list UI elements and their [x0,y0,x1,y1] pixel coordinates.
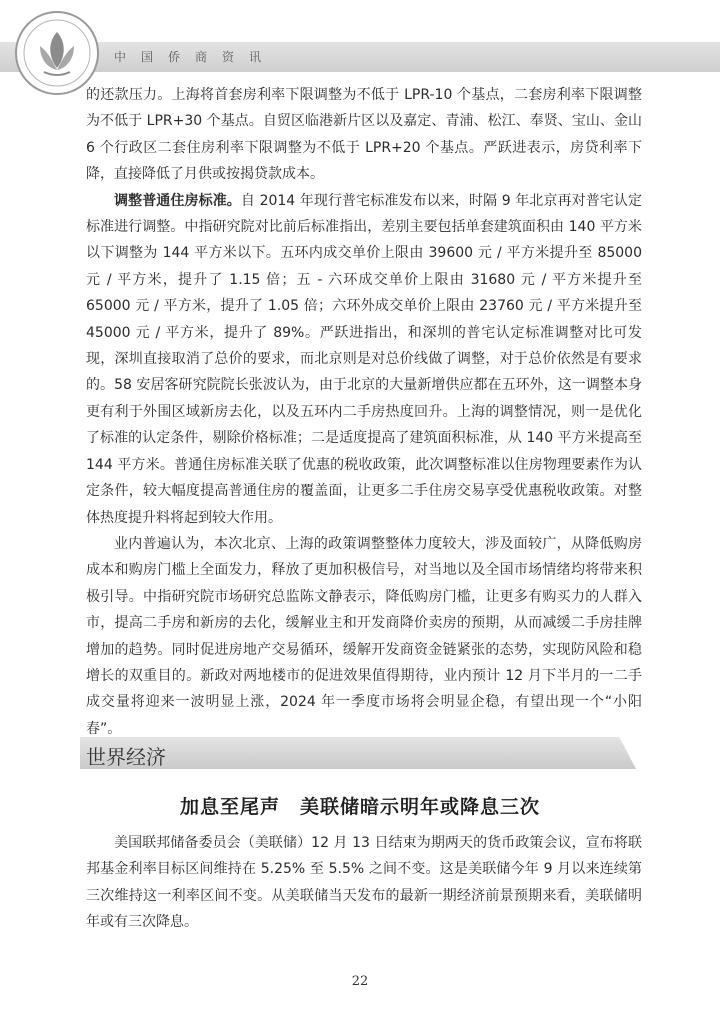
page-number: 22 [351,974,369,989]
article-body [86,830,642,936]
paragraph-text: 自 2014 年现行普宅标准发布以来，时隔 9 年北京再对普宅认定标准进行调整。中指研究院对比前后标准指出，差别主要包括单套建筑面积由 140 平方米以下调整为 144 平方米以下。五环内成交单价上限由 39600 元 / 平方米提升至 85000 元 / 平方米，提升了 1.15 倍；五 - 六环成交单价上限由 31680 元 / 平方米提升至 65000 元 / 平方米，提升了 1.05 倍；六环外成交单价上限由 23760 元 / 平方米提升至 45000 元 / 平方米，提升了 89%。严跃进指出，和深圳的普宅认定标准调整对比可发现，深圳直接取消了总价的要求，而北京则是对总价线做了调整，对于总价依然是有要求的。58 安居客研究院院长张波认为，由于北京的大量新增供应都在五环外，这一调整本身更有利于外围区域新房去化，以及五环内二手房热度回升。上海的调整情况，则一是优化了标准的认定条件，剔除价格标准；二是适度提高了建筑面积标准，从 140 平方米提高至 144 平方米。普通住房标准关联了优惠的税收政策，此次调整标准以住房物理要素作为认定条件，较大幅度提高普通住房的覆盖面，让更多二手住房交易享受优惠税收政策。对整体热度提升料将起到较大作用。 [86,192,642,526]
article-title: 加息至尾声 美联储暗示明年或降息三次 [179,796,540,818]
paragraph-lead: 调整普通住房标准。 [114,192,241,209]
paragraph: 业内普遍认为，本次北京、上海的政策调整整体力度较大，涉及面较广，从降低购房成本和购房门槛上全面发力，释放了更加积极信号，对当地以及全国市场情绪均将带来积极引导。中指研究院市场研究总监陈文静表示，降低购房门槛，让更多有购买力的人群入市，提高二手房和新房的去化，缓解业主和开发商降价卖房的预期，从而减缓二手房挂牌增加的趋势。同时促进房地产交易循环，缓解开发商资金链紧张的态势，实现防风险和稳增长的双重目的。新政对两地楼市的促进效果值得期待，业内预计 12 月下半月的一二手成交量将迎来一波明显上涨，2024 年一季度市场将会明显企稳，有望出现一个“小阳春”。 [86,535,642,737]
paragraph: 美国联邦储备委员会（美联储）12 月 13 日结束为期两天的货币政策会议，宣布将联邦基金利率目标区间维持在 5.25% 至 5.5% 之间不变。这是美联储今年 9 月以来连续第三次维持这一利率区间不变。从美联储当天发布的最新一期经济前景预期来看，美联储明年或有三次降息。 [86,835,642,931]
paragraph: 的还款压力。上海将首套房利率下限调整为不低于 LPR-10 个基点，二套房利率下限调整为不低于 LPR+30 个基点。自贸区临港新片区以及嘉定、青浦、松江、奉贤、宝山、金山 6 个行政区二套住房利率下限调整为不低于 LPR+20 个基点。严跃进表示，房贷利率下降，直接降低了月供或按揭贷款成本。 [86,87,642,183]
header-title: 中国侨商资讯 [114,50,277,64]
paragraph [86,188,642,531]
article-body [86,82,642,771]
section-title: 世界经济 [86,745,166,769]
header-band [0,42,720,72]
